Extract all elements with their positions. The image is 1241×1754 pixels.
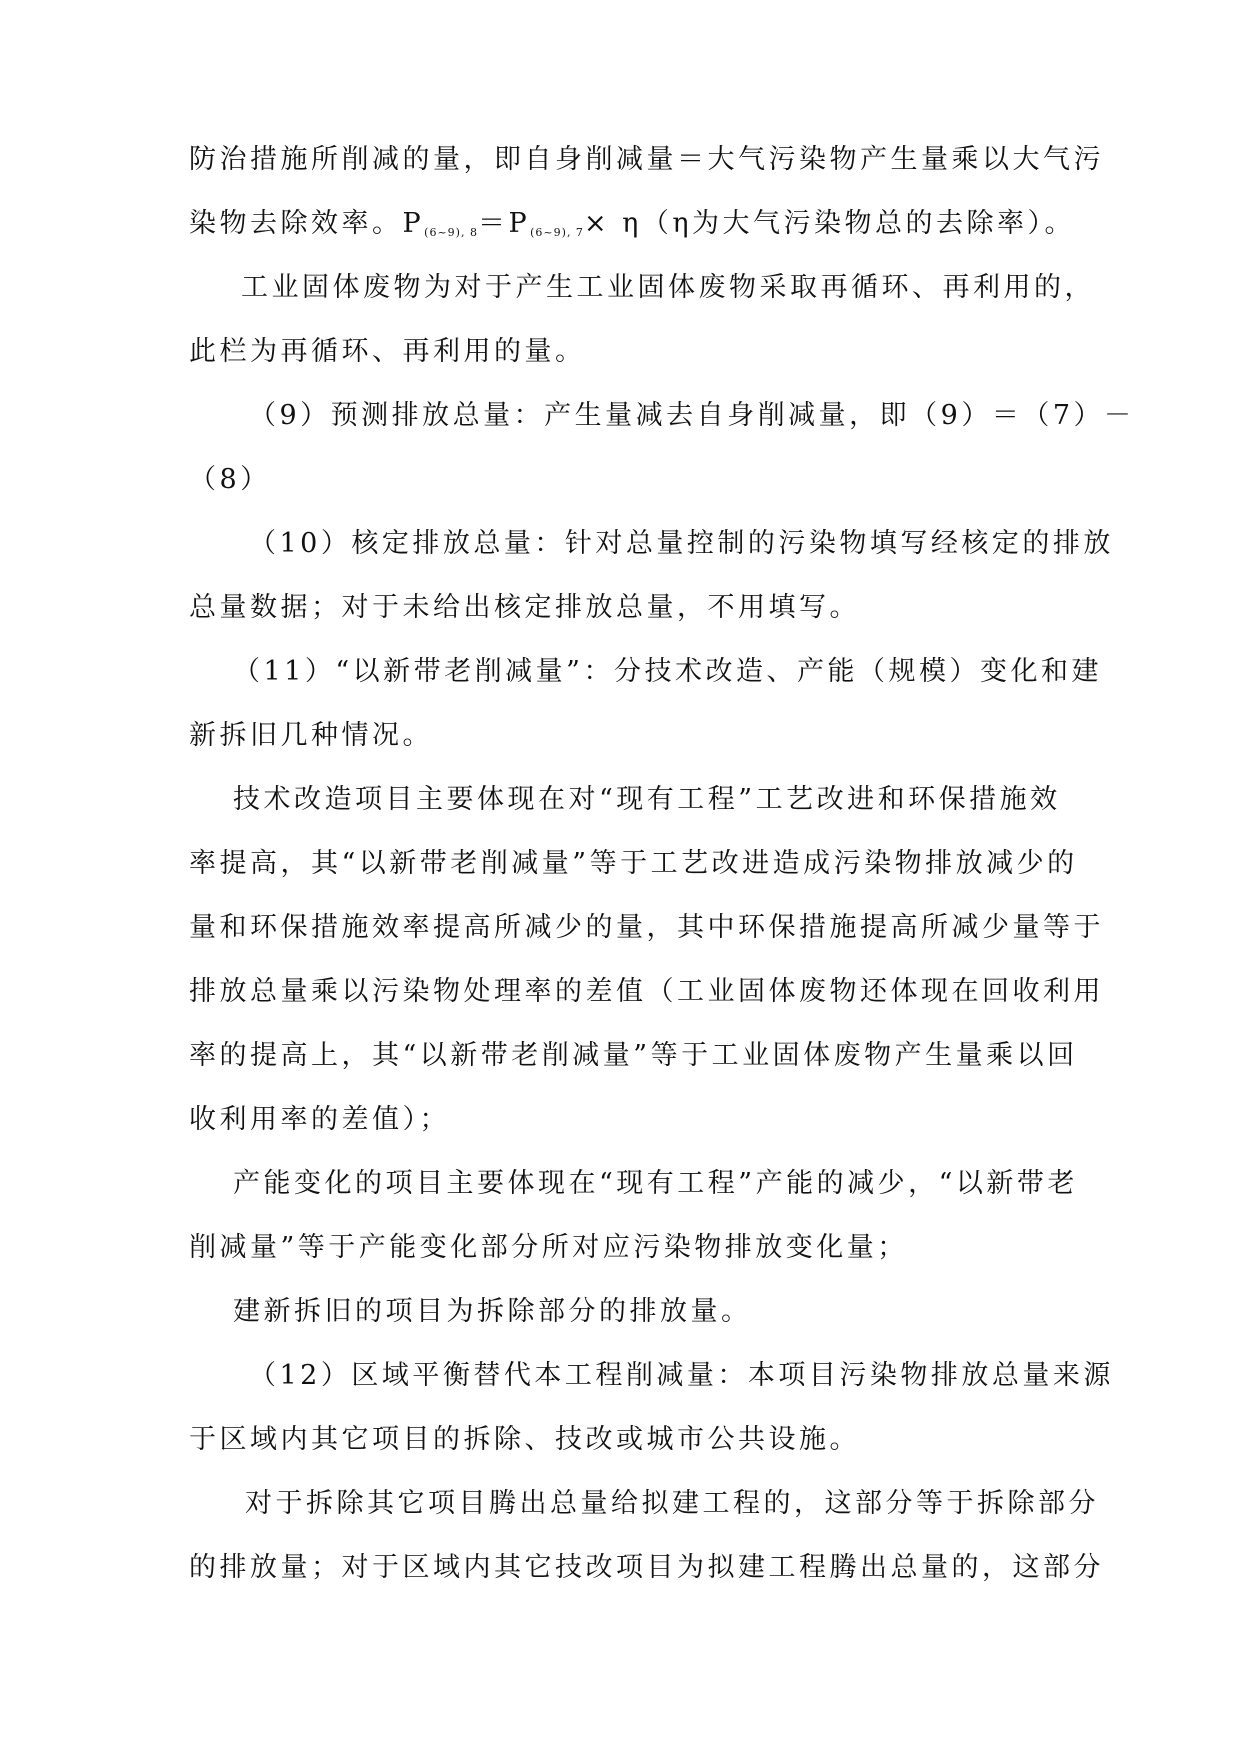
formula-symbol: P [402, 208, 425, 239]
paragraph-line: 削减量”等于产能变化部分所对应污染物排放变化量； [189, 1232, 908, 1263]
paragraph-line: 率的提高上，其“以新带老削减量”等于工业固体废物产生量乘以回 [189, 1040, 1078, 1071]
paragraph-line: （9）预测排放总量：产生量减去自身削减量，即（9）＝（7）－ [249, 400, 1135, 431]
paragraph-line: 的排放量；对于区域内其它技改项目为拟建工程腾出总量的，这部分 [189, 1552, 1104, 1583]
paragraph-line: 染物去除效率。 [189, 208, 403, 239]
formula-subscript: (6~9), 8 [424, 226, 478, 239]
paragraph-line: 建新拆旧的项目为拆除部分的排放量。 [233, 1296, 752, 1327]
formula-subscript: (6~9), 7 [530, 226, 584, 239]
body-text [189, 128, 1135, 1600]
paragraph-line: 率提高，其“以新带老削减量”等于工艺改进造成污染物排放减少的 [189, 848, 1078, 879]
paragraph-line: 技术改造项目主要体现在对“现有工程”工艺改进和环保措施效 [233, 784, 1061, 815]
paragraph-line: 总量数据；对于未给出核定排放总量，不用填写。 [189, 592, 860, 623]
paragraph-line: 对于拆除其它项目腾出总量给拟建工程的，这部分等于拆除部分 [245, 1488, 1099, 1519]
paragraph-line: 产能变化的项目主要体现在“现有工程”产能的减少，“以新带老 [233, 1168, 1078, 1199]
paragraph-line: 新拆旧几种情况。 [189, 720, 433, 751]
formula-line [189, 192, 1075, 256]
paragraph-line: 量和环保措施效率提高所减少的量，其中环保措施提高所减少量等于 [189, 912, 1104, 943]
formula-equals: ＝ [477, 208, 509, 239]
paragraph-line: （11）“以新带老削减量”：分技术改造、产能（规模）变化和建 [233, 656, 1102, 687]
formula-symbol: P [508, 208, 531, 239]
paragraph-line: 于区域内其它项目的拆除、技改或城市公共设施。 [189, 1424, 860, 1455]
paragraph-line: 收利用率的差值）； [189, 1104, 450, 1135]
paragraph-line: 此栏为再循环、再利用的量。 [189, 336, 586, 367]
paragraph-line: 工业固体废物为对于产生工业固体废物采取再循环、再利用的， [241, 272, 1095, 303]
formula-rest: × η（η为大气污染物总的去除率）。 [583, 208, 1075, 239]
paragraph-line: 防治措施所削减的量，即自身削减量＝大气污染物产生量乘以大气污 [189, 144, 1104, 175]
paragraph-line: （8） [189, 464, 271, 495]
paragraph-line: （12）区域平衡替代本工程削减量：本项目污染物排放总量来源 [249, 1360, 1114, 1391]
paragraph-line: （10）核定排放总量：针对总量控制的污染物填写经核定的排放 [249, 528, 1114, 559]
paragraph-line: 排放总量乘以污染物处理率的差值（工业固体废物还体现在回收利用 [189, 976, 1104, 1007]
